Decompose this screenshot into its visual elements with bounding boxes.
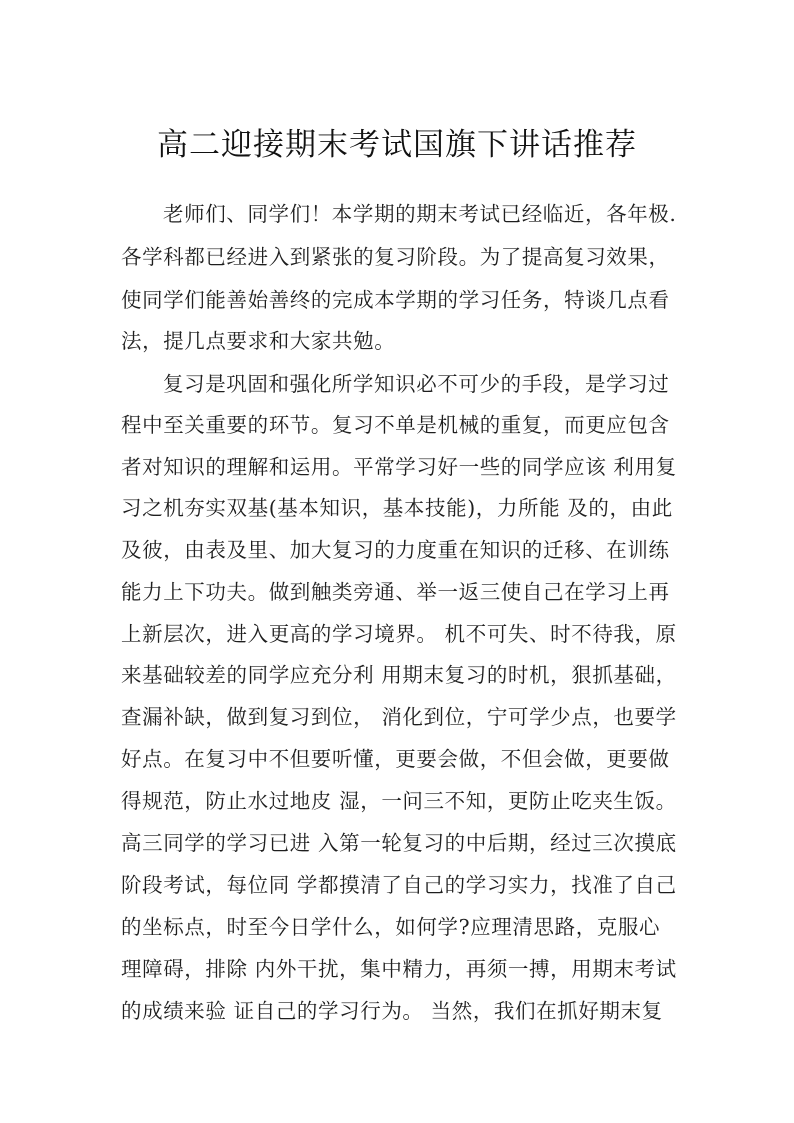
- text-line: 得规范，防止水过地皮 湿，一问三不知，更防止吃夹生饭。: [121, 789, 677, 813]
- text-line: 来基础较差的同学应充分利 用期末复习的时机，狠抓基础，: [121, 663, 677, 687]
- text-line: 各学科都已经进入到紧张的复习阶段。为了提高复习效果，: [121, 245, 670, 269]
- document-title: 高二迎接期末考试国旗下讲话推荐: [157, 126, 637, 163]
- text-line: 好点。在复习中不但要听懂，更要会做，不但会做，更要做: [121, 747, 670, 771]
- text-line: 阶段考试，每位同 学都摸清了自己的学习实力，找准了自己: [121, 873, 677, 897]
- text-line: 习之机夯实双基(基本知识，基本技能)，力所能 及的，由此: [121, 496, 673, 520]
- text-line: 能力上下功夫。做到触类旁通、举一返三使自己在学习上再: [121, 580, 670, 604]
- text-line: 复习是巩固和强化所学知识必不可少的手段，是学习过: [163, 372, 670, 396]
- text-line: 及彼，由表及里、加大复习的力度重在知识的迁移、在训练: [121, 538, 670, 562]
- text-line: 使同学们能善始善终的完成本学期的学习任务，特谈几点看: [121, 288, 670, 312]
- text-line: 的成绩来验 证自己的学习行为。 当然，我们在抓好期末复: [121, 999, 663, 1023]
- text-line: 程中至关重要的环节。复习不单是机械的重复，而更应包含: [121, 413, 670, 437]
- text-line: 老师们、同学们！本学期的期末考试已经临近，各年极.: [163, 202, 677, 226]
- text-line: 查漏补缺，做到复习到位， 消化到位，宁可学少点，也要学: [121, 705, 677, 729]
- text-line: 者对知识的理解和运用。平常学习好一些的同学应该 利用复: [121, 455, 677, 479]
- text-line: 理障碍，排除 内外干扰，集中精力，再须一搏，用期末考试: [121, 957, 677, 981]
- text-line: 上新层次，进入更高的学习境界。 机不可失、时不待我，原: [121, 622, 677, 646]
- text-line: 的坐标点，时至今日学什么，如何学?应理清思路，克服心: [121, 915, 661, 939]
- text-line: 高三同学的学习已进 入第一轮复习的中后期，经过三次摸底: [121, 831, 677, 855]
- text-line: 法，提几点要求和大家共勉。: [121, 329, 396, 353]
